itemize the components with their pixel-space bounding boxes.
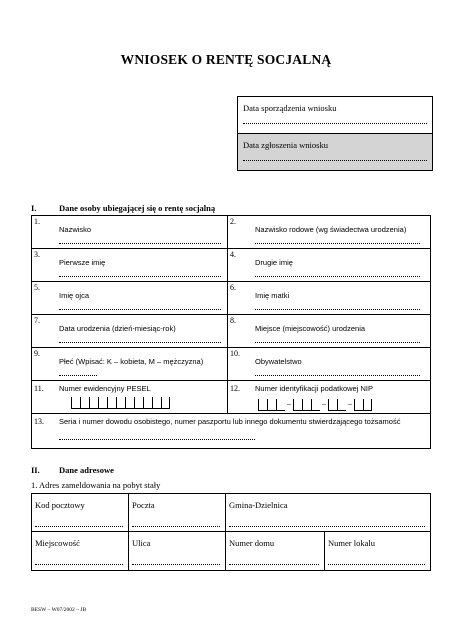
field-number: 5. <box>34 283 40 292</box>
personal-data-table <box>31 215 431 449</box>
nip-separator: – <box>322 399 326 408</box>
field-label: Gmina-Dzielnica <box>229 500 288 510</box>
field-number: 4. <box>230 250 236 259</box>
entry-line <box>255 243 420 244</box>
date-box <box>237 96 433 171</box>
field-number: 8. <box>230 316 236 325</box>
field-label: Nazwisko <box>59 225 92 234</box>
field-pesel[interactable] <box>32 381 228 414</box>
field-town[interactable] <box>32 532 129 570</box>
field-apartment-number[interactable] <box>325 532 430 570</box>
form-code-footer: BESW – W07/2002 – JB <box>31 607 87 613</box>
entry-line <box>255 276 420 277</box>
field-father-name[interactable] <box>32 282 228 315</box>
field-number: 13. <box>34 417 44 426</box>
field-first-name[interactable] <box>32 249 228 282</box>
prepared-date-label: Data sporządzenia wniosku <box>243 103 337 113</box>
entry-line <box>132 526 220 527</box>
field-number: 12. <box>230 384 240 393</box>
address-table <box>31 493 431 571</box>
field-label: Miejsce (miejscowość) urodzenia <box>255 324 366 333</box>
entry-line <box>229 526 425 527</box>
field-number: 6. <box>230 283 236 292</box>
section2-heading <box>31 465 114 475</box>
field-label: Płeć (Wpisać: K – kobieta, M – mężczyzna) <box>59 357 204 366</box>
section1-heading <box>31 203 215 213</box>
entry-line <box>59 243 221 244</box>
field-label: Ulica <box>132 538 151 548</box>
field-number: 1. <box>34 217 40 226</box>
field-number: 2. <box>230 217 236 226</box>
entry-line <box>132 564 220 565</box>
prepared-date-field[interactable] <box>243 123 427 124</box>
section1-number: I. <box>31 203 37 213</box>
section2-number: II. <box>31 465 40 475</box>
field-label: Data urodzenia (dzień-miesiąc-rok) <box>59 324 176 333</box>
field-surname[interactable] <box>32 216 228 249</box>
field-label: Miejscowość <box>35 538 80 548</box>
field-label: Obywatelstwo <box>255 357 302 366</box>
field-house-number[interactable] <box>226 532 325 570</box>
field-sex[interactable] <box>32 348 228 381</box>
field-number: 7. <box>34 316 40 325</box>
nip-separator: – <box>287 399 291 408</box>
section2-subheading: 1. Adres zameldowania na pobyt stały <box>31 480 161 490</box>
entry-line <box>59 276 221 277</box>
submitted-date-field[interactable] <box>243 160 427 161</box>
field-label: Nazwisko rodowe (wg świadectwa urodzenia) <box>255 225 407 234</box>
field-municipality[interactable] <box>226 494 430 532</box>
entry-line <box>59 439 255 440</box>
field-street[interactable] <box>129 532 226 570</box>
section1-title: Dane osoby ubiegającej się o rentę socjalną <box>59 203 216 213</box>
field-nip[interactable] <box>228 381 430 414</box>
field-postal-code[interactable] <box>32 494 129 532</box>
field-number: 9. <box>34 349 40 358</box>
entry-line <box>328 564 425 565</box>
nip-separator: – <box>348 399 352 408</box>
field-label: Imię ojca <box>59 291 90 300</box>
prepared-date-row <box>238 97 432 134</box>
field-id-document[interactable] <box>32 414 430 448</box>
field-birth-surname[interactable] <box>228 216 430 249</box>
field-birth-date[interactable] <box>32 315 228 348</box>
entry-line <box>59 375 97 376</box>
field-birth-place[interactable] <box>228 315 430 348</box>
field-number: 3. <box>34 250 40 259</box>
pesel-digit-boxes[interactable] <box>71 397 170 409</box>
field-label: Seria i numer dowodu osobistego, numer paszportu lub innego dokumentu stwierdzającego tożsamość <box>59 417 401 426</box>
field-label: Drugie imię <box>255 258 293 267</box>
field-number: 11. <box>34 384 44 393</box>
entry-line <box>35 564 123 565</box>
submitted-date-label: Data zgłoszenia wniosku <box>243 140 328 150</box>
field-label: Kod pocztowy <box>35 500 85 510</box>
form-title: WNIOSEK O RENTĘ SOCJALNĄ <box>120 52 332 67</box>
field-citizenship[interactable] <box>228 348 430 381</box>
entry-line <box>59 342 221 343</box>
field-label: Numer domu <box>229 538 275 548</box>
field-label: Poczta <box>132 500 155 510</box>
field-mother-name[interactable] <box>228 282 430 315</box>
field-label: Numer identyfikacji podatkowej NIP <box>255 384 373 393</box>
entry-line <box>255 342 420 343</box>
field-number: 10. <box>230 349 240 358</box>
field-label: Numer ewidencyjny PESEL <box>59 384 151 393</box>
field-label: Pierwsze imię <box>59 258 106 267</box>
section2-title: Dane adresowe <box>59 465 114 475</box>
entry-line <box>229 564 319 565</box>
field-second-name[interactable] <box>228 249 430 282</box>
entry-line <box>35 526 123 527</box>
field-label: Imię matki <box>255 291 290 300</box>
entry-line <box>59 309 221 310</box>
field-post-office[interactable] <box>129 494 226 532</box>
entry-line <box>255 375 420 376</box>
entry-line <box>255 309 420 310</box>
nip-digit-boxes[interactable] <box>258 397 372 411</box>
submitted-date-row <box>238 134 432 170</box>
field-label: Numer lokalu <box>328 538 375 548</box>
